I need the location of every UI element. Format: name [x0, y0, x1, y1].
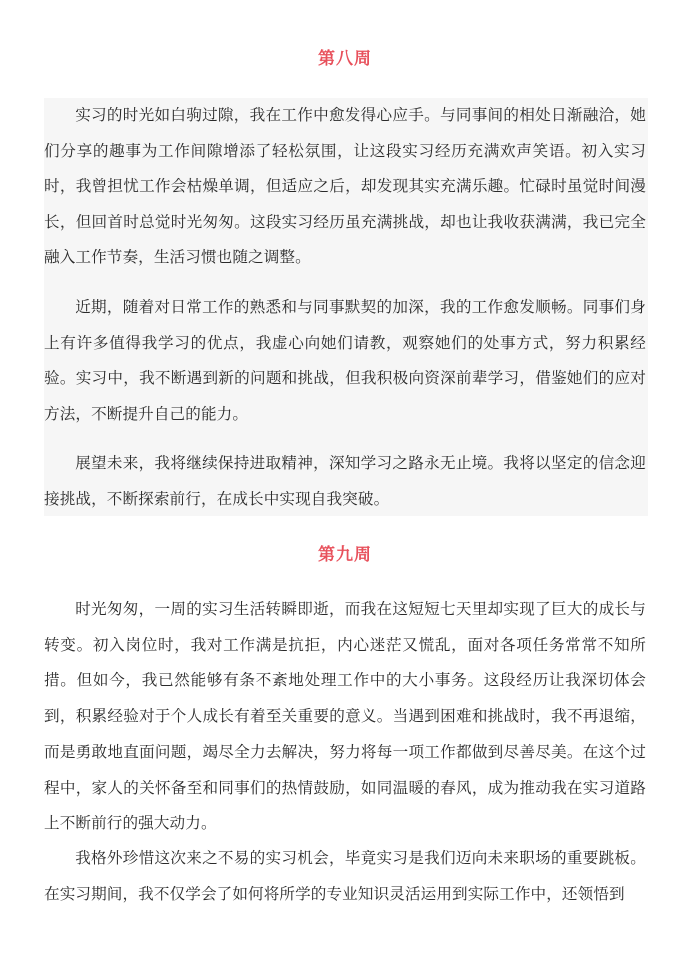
week9-paragraph-1: 时光匆匆，一周的实习生活转瞬即逝，而我在这短短七天里却实现了巨大的成长与转变。初入岗位时，我对工作满是抗拒，内心迷茫又慌乱，面对各项任务常常不知所措。但如今，我已然能够有条不紊地处理工作中的大小事务。这段经历让我深切体会到，积累经验对于个人成长有着至关重要的意义。当遇到困难和挑战时，我不再退缩，而是勇敢地直面问题，竭尽全力去解决，努力将每一项工作都做到尽善尽美。在这个过程中，家人的关怀备至和同事们的热情鼓励，如同温暖的春风，成为推动我在实习道路上不断前行的强大动力。 [44, 600, 646, 833]
week9-paragraph-2: 我格外珍惜这次来之不易的实习机会，毕竟实习是我们迈向未来职场的重要跳板。在实习期间，我不仅学会了如何将所学的专业知识灵活运用到实际工作中，还领悟到 [44, 849, 646, 903]
week8-paragraph-2: 近期，随着对日常工作的熟悉和与同事默契的加深，我的工作愈发顺畅。同事们身上有许多值得我学习的优点，我虚心向她们请教，观察她们的处事方式，努力积累经验。实习中，我不断遇到新的问题和挑战，但我积极向资深前辈学习，借鉴她们的应对方法，不断提升自己的能力。 [44, 298, 646, 423]
week9-title: 第九周 [318, 545, 372, 565]
week8-paragraph-1: 实习的时光如白驹过隙，我在工作中愈发得心应手。与同事间的相处日渐融洽，她们分享的趣事为工作间隙增添了轻松氛围，让这段实习经历充满欢声笑语。初入实习时，我曾担忧工作会枯燥单调，但适应之后，却发现其实充满乐趣。忙碌时虽觉时间漫长，但回首时总觉时光匆匆。这段实习经历虽充满挑战，却也让我收获满满，我已完全融入工作节奏，生活习惯也随之调整。 [44, 106, 646, 266]
week8-paragraph-3: 展望未来，我将继续保持进取精神，深知学习之路永无止境。我将以坚定的信念迎接挑战，不断探索前行，在成长中实现自我突破。 [44, 454, 646, 508]
week8-title: 第八周 [318, 49, 372, 69]
